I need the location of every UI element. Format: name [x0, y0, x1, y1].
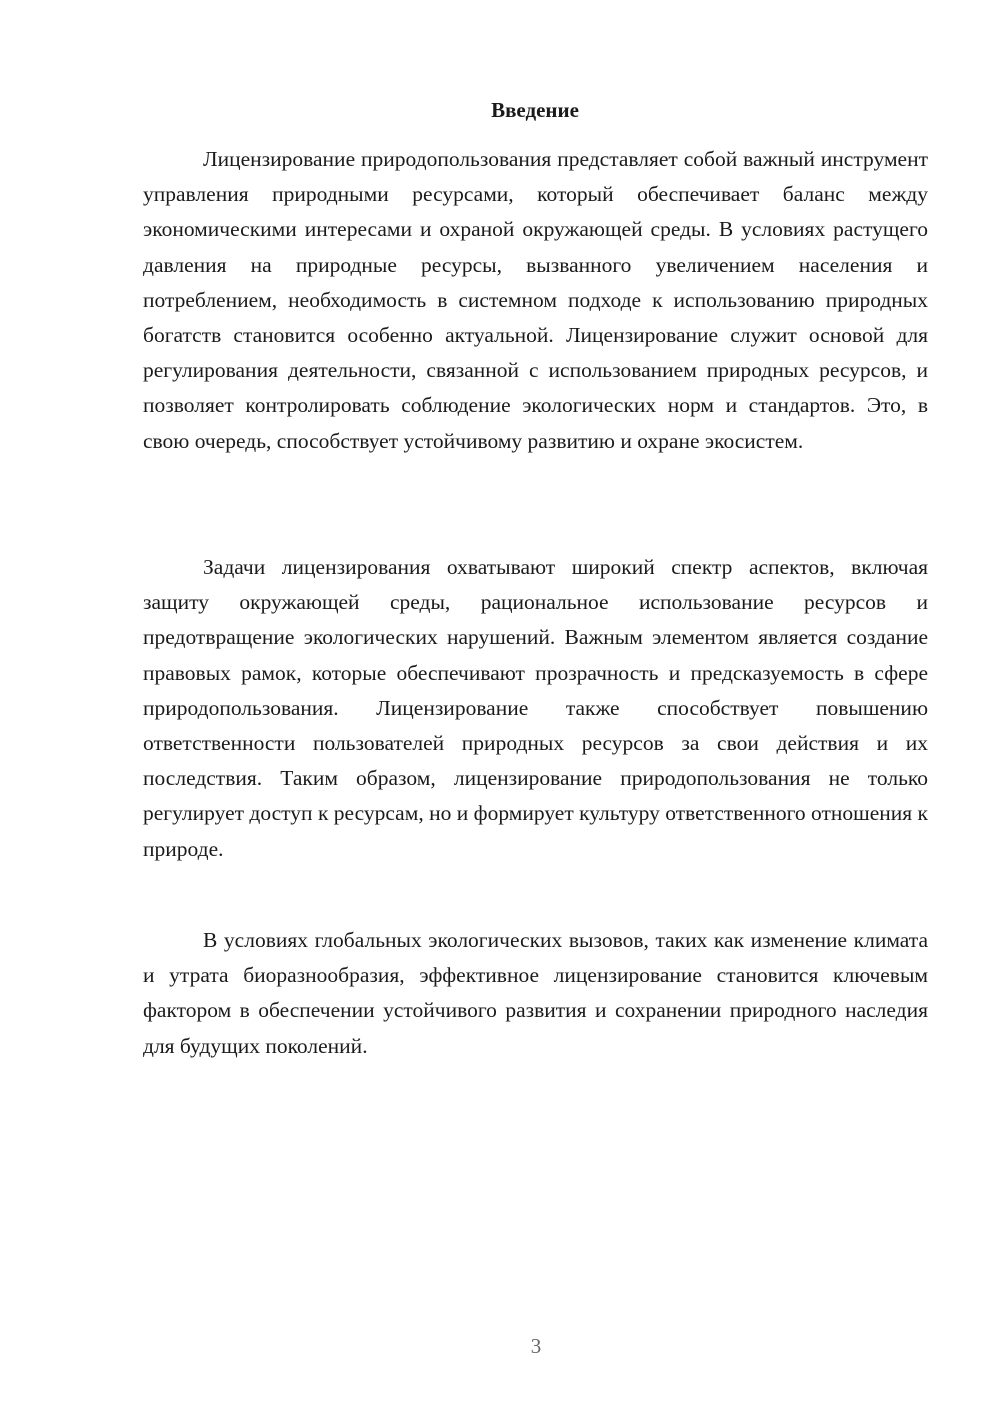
paragraph-3: В условиях глобальных экологических вызовов, таких как изменение климата и утрата биоразнообразия, эффективное лицензирование становится ключевым фактором в обеспечении устойчивого развития и сохранении природного наследия для будущих поколений.	[143, 928, 928, 1058]
page-number: 3	[530, 1334, 542, 1358]
section-title: Введение	[491, 98, 579, 122]
paragraph-2: Задачи лицензирования охватывают широкий спектр аспектов, включая защиту окружающей среды, рациональное использование ресурсов и предотвращение экологических нарушений. Важным элементом является создание правовых рамок, которые обеспечивают прозрачность и предсказуемость в сфере природопользования. Лицензирование также способствует повышению ответственности пользователей природных ресурсов за свои действия и их последствия. Таким образом, лицензирование природопользования не только регулирует доступ к ресурсам, но и формирует культуру ответственного отношения к природе.	[143, 555, 928, 861]
paragraph-1: Лицензирование природопользования представляет собой важный инструмент управления природными ресурсами, который обеспечивает баланс между экономическими интересами и охраной окружающей среды. В условиях растущего давления на природные ресурсы, вызванного увеличением населения и потреблением, необходимость в системном подходе к использованию природных богатств становится особенно актуальной. Лицензирование служит основой для регулирования деятельности, связанной с использованием природных ресурсов, и позволяет контролировать соблюдение экологических норм и стандартов. Это, в свою очередь, способствует устойчивому развитию и охране экосистем.	[143, 147, 928, 453]
